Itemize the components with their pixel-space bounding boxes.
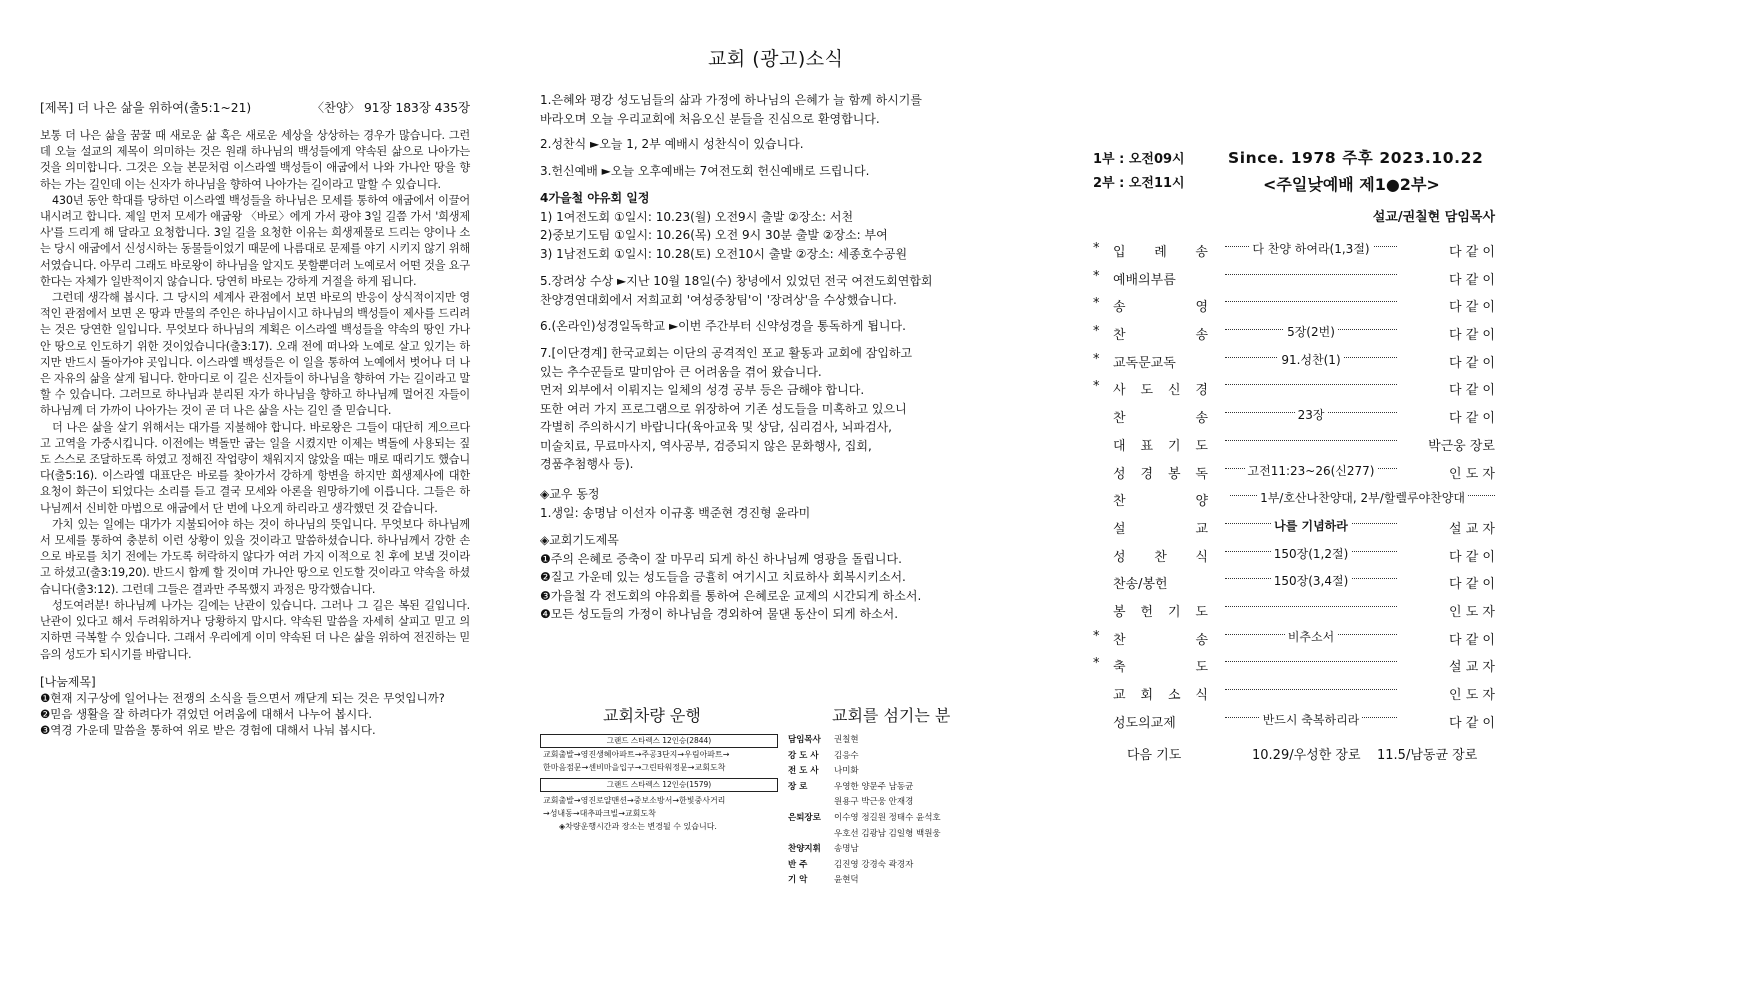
order-detail [1225, 545, 1397, 562]
news-item-5 [540, 272, 1010, 309]
order-star: * [1093, 656, 1100, 672]
sermon-title: [제목] 더 나은 삶을 위하여(출5:1~21) [40, 101, 252, 115]
member-news-title: ◈교우 동정 [540, 487, 600, 501]
car-title: 교회차량 운행 [603, 706, 701, 725]
route-line: 교회출발→영진생혜아파트→주공3단지→우림아파트→ [543, 750, 730, 759]
order-row [1085, 625, 1495, 653]
order-detail [1225, 711, 1397, 728]
staff-title: 교회를 섬기는 분 [832, 706, 951, 725]
next-prayer-1: 10.29/우성한 장로 [1252, 748, 1361, 763]
sermon-body [40, 128, 470, 738]
order-row [1085, 431, 1495, 459]
order-leader: 다 같 이 [1449, 245, 1495, 260]
order-name: 찬송/봉헌 [1113, 577, 1168, 593]
staff-row: 은퇴장로 이수영 정길원 정태수 윤석호 [788, 812, 941, 823]
car2-route [543, 794, 725, 833]
order-leader: 다 같 이 [1449, 300, 1495, 316]
sermon-paragraph: 성도여러분! 하나님께 나가는 길에는 난관이 있습니다. 그러나 그 길은 복된 길입니다. 난관이 있다고 해서 두려워하거나 당황하지 맙시다. 약속된 말씀을 자세히 살피고 믿고 의지하면 극복할 수 있습니다. 그래서 우리에게 이미 약속된 더 나은 삶을 위하여 전진하는 믿음의 성도가 되시기를 바랍니다. [40, 598, 470, 661]
member-news [540, 485, 1010, 522]
news-item-6 [540, 317, 1010, 336]
order-detail [1225, 517, 1397, 534]
staff-row: 강 도 사 김응수 [788, 750, 859, 761]
news-line: 찬양경연대회에서 저희교회 '여성중창팀'이 '장려상'을 수상했습니다. [540, 292, 897, 307]
order-dots [1225, 440, 1397, 441]
order-detail-text: 150장(3,4절) [1271, 574, 1352, 588]
staff-row: 전 도 사 나미화 [788, 766, 859, 777]
news-line: 6.(온라인)성경일독학교 ►이번 주간부터 신약성경을 통독하게 됩니다. [540, 319, 906, 333]
order-dots [1225, 274, 1397, 275]
order-leader: 인 도 자 [1449, 466, 1495, 482]
order-detail-text: 나를 기념하라 [1271, 519, 1351, 533]
order-detail-text: 5장(2번) [1284, 325, 1338, 339]
car-note: ◈차량운행시간과 장소는 변경될 수 있습니다. [559, 822, 717, 831]
order-name: 찬 송 [1113, 632, 1208, 648]
order-row [1085, 708, 1495, 736]
order-list [1085, 237, 1495, 735]
order-row [1085, 597, 1495, 625]
car1-route [543, 748, 729, 774]
order-row [1085, 403, 1495, 431]
order-detail-text: 다 찬양 하여라(1,3절) [1249, 242, 1372, 256]
order-detail [1225, 628, 1397, 645]
route-line: 교회출발→영진로얄맨션→중보소방서→한빛중사거리 [543, 796, 726, 805]
order-name: 축 도 [1113, 660, 1208, 676]
news-item-7 [540, 344, 1010, 474]
prayer-title: ◈교회기도제목 [540, 533, 619, 547]
prayer-list [540, 531, 1010, 624]
news-line: 먼저 외부에서 이뤄지는 일체의 성경 공부 등은 금해야 합니다. [540, 383, 865, 397]
service-time-1: 1부 : 오전09시 [1093, 152, 1185, 167]
news-line: 3.헌신예배 ►오늘 오후예배는 7여전도회 헌신예배로 드립니다. [540, 164, 870, 178]
order-name: 교 회 소 식 [1113, 688, 1208, 703]
order-name: 예배의부름 [1113, 272, 1176, 288]
order-detail-text: 반드시 축복하리라 [1260, 713, 1363, 727]
news-line: 1) 1여전도회 ①일시: 10.23(월) 오전9시 출발 ②장소: 서천 [540, 209, 854, 224]
preacher: 설교/권칠현 담임목사 [1372, 210, 1495, 225]
order-row [1085, 459, 1495, 487]
order-row [1085, 348, 1495, 376]
news-line: 각별히 주의하시기 바랍니다(육아교육 및 상담, 심리검사, 뇌파검사, [540, 420, 892, 434]
news-line: 바라오며 오늘 우리교회에 처음오신 분들을 진심으로 환영합니다. [540, 111, 880, 126]
next-prayer-label: 다음 기도 [1127, 748, 1182, 763]
order-name: 대 표 기 도 [1113, 438, 1208, 454]
order-detail [1225, 240, 1397, 257]
order-star: * [1093, 296, 1100, 312]
order-leader: 다 같 이 [1449, 632, 1495, 648]
order-leader: 박근웅 장로 [1428, 438, 1495, 454]
order-leader: 다 같 이 [1449, 272, 1495, 288]
order-row [1085, 265, 1495, 293]
order-name: 찬 송 [1113, 328, 1208, 344]
order-leader: 인 도 자 [1449, 688, 1495, 703]
order-name: 사 도 신 경 [1113, 383, 1208, 399]
sharing-item: ❶현재 지구상에 일어나는 전쟁의 소식을 들으면서 깨닫게 되는 것은 무엇입니까? [40, 690, 445, 705]
order-dots [1225, 301, 1397, 302]
news-item-4 [540, 189, 1010, 263]
staff-row: 우호선 김광남 김일형 백원웅 [834, 828, 941, 839]
prayer-item: ❹모든 성도들의 가정이 하나님을 경외하여 물댄 동산이 되게 하소서. [540, 607, 899, 621]
order-detail-text: 150장(1,2절) [1271, 547, 1352, 561]
sermon-hymns: 〈찬양〉 91장 183장 435장 [311, 101, 470, 115]
service-time-2: 2부 : 오전11시 [1093, 176, 1185, 191]
order-row [1085, 320, 1495, 348]
bulletin-date: Since. 1978 주후 2023.10.22 [1228, 149, 1484, 167]
news-line: 5.장려상 수상 ►지난 10월 18일(수) 창녕에서 있었던 전국 여전도회연합회 [540, 274, 933, 288]
order-detail-text: 23장 [1295, 408, 1328, 422]
order-detail [1225, 323, 1397, 340]
news-line: 3) 1남전도회 ①일시: 10.28(토) 오전10시 출발 ②장소: 세종호수공원 [540, 246, 908, 261]
order-star: * [1093, 268, 1100, 284]
order-name: 설 교 [1113, 521, 1208, 537]
page-title: 교회 (광고)소식 [708, 48, 844, 70]
service-times [1093, 148, 1185, 196]
news-line: 또한 여러 가지 프로그램으로 위장하여 기존 성도들을 미혹하고 있으니 [540, 401, 907, 416]
order-star: * [1093, 241, 1100, 256]
route-line: →성내동→대추파크빌→교회도착 [543, 809, 656, 818]
staff-list [788, 733, 941, 889]
route-line: 한마음점문→센비마을입구→그린타워정문→교회도착 [543, 763, 726, 772]
order-detail-text: 91.성찬(1) [1278, 353, 1343, 367]
sermon-paragraph: 더 나은 삶을 살기 위해서는 대가를 지불해야 합니다. 바로왕은 그들이 대단히 게으르다고 고역을 가중시킵니다. 이전에는 벽돌만 굽는 일을 시켰지만 이제는 벽돌에 사용되는 짚도 스스로 조달하도록 하였고 정해진 작업량이 채워지지 않았을 때는 매로 때리기도 했습니다(출5:16). 이스라엘 대표단은 바로를 찾아가서 강하게 항변을 하지만 희생제사에 대한 요청이 화근이 되었다는 소리를 듣고 결국 모세와 아론을 원망하기에 이릅니다. 그들은 하나님께서 신비한 마법으로 애굽에서 단 번에 나오게 하리라고 생각했던 것 같습니다. [40, 420, 470, 515]
worship-title: <주일낮예배 제1●2부> [1263, 175, 1440, 194]
order-name: 성도의교제 [1113, 715, 1176, 731]
news-line: 7.[이단경계] 한국교회는 이단의 공격적인 포교 활동과 교회에 잠입하고 [540, 346, 913, 360]
prayer-item: ❶주의 은혜로 증축이 잘 마무리 되게 하신 하나님께 영광을 돌립니다. [540, 551, 902, 566]
order-star: * [1093, 379, 1100, 395]
sharing-item: ❸역경 가운데 말씀을 통하여 위로 받은 경험에 대해서 나눠 봅시다. [40, 722, 376, 737]
order-row [1085, 569, 1495, 597]
order-detail [1225, 462, 1397, 479]
order-name: 봉 헌 기 도 [1113, 604, 1208, 620]
order-detail [1225, 406, 1397, 423]
order-dots [1225, 661, 1397, 662]
order-leader: 다 같 이 [1449, 411, 1495, 427]
order-leader: 다 같 이 [1449, 715, 1495, 731]
news-item-2 [540, 135, 1010, 154]
order-name: 송 영 [1113, 300, 1208, 316]
sermon-header [40, 98, 470, 116]
sharing-title: [나눔제목] [40, 674, 96, 689]
staff-row: 원용구 박근웅 안재경 [834, 797, 914, 808]
order-name: 교독문교독 [1113, 355, 1176, 371]
staff-row: 반 주 김진영 강경숙 곽경자 [788, 859, 914, 870]
prayer-item: ❸가을철 각 전도회의 야유회를 통하여 은혜로운 교제의 시간되게 하소서. [540, 588, 922, 603]
news-line: 2)중보기도팀 ①일시: 10.26(목) 오전 9시 30분 출발 ②장소: 부여 [540, 228, 888, 242]
order-dots [1225, 606, 1397, 607]
staff-row: 장 로 우영한 양문주 남동균 [788, 781, 914, 792]
order-name: 성 경 봉 독 [1113, 466, 1208, 482]
order-dots [1225, 384, 1397, 385]
order-detail [1225, 572, 1397, 589]
order-star: * [1093, 351, 1100, 367]
order-leader: 다 같 이 [1449, 383, 1495, 399]
news-line: 미술치료, 무료마사지, 역사공부, 검증되지 않은 문화행사, 집회, [540, 438, 872, 453]
order-row [1085, 486, 1495, 514]
news-item-1 [540, 91, 1010, 128]
news-item-3 [540, 162, 1010, 181]
order-detail-text: 비추소서 [1285, 630, 1337, 644]
news-line: 1.은혜와 평강 성도님들의 삶과 가정에 하나님의 은혜가 늘 함께 하시기를 [540, 93, 922, 107]
sermon-paragraph: 430년 동안 학대를 당하던 이스라엘 백성들을 하나님은 모세를 통하여 애굽에서 이끌어 내시려고 합니다. 제일 먼저 모세가 애굽왕 〈바로〉에게 가서 광야 3일 길쯤 가서 '희생제사'를 드리게 해 달라고 요청합니다. 3일 길을 요청한 이유는 희생제물로 드리는 양이나 소는 당시 애굽에서 신성시하는 동물들이었기 때문에 나름대로 문제를 야기 시키지 않기 위해서였습니다. 아무리 그래도 바로왕이 하나님을 알지도 못할뿐더러 노예로서 어떤 것을 요구한다는 자체가 일반적이지 않습니다. 당연히 바로는 강하게 거절을 하게 됩니다. [40, 193, 470, 288]
order-row [1085, 514, 1495, 542]
order-row [1085, 375, 1495, 403]
order-leader: 다 같 이 [1449, 328, 1495, 344]
news-line: 경품추첨행사 등). [540, 457, 634, 471]
order-leader: 다 같 이 [1449, 549, 1495, 565]
order-star: * [1093, 628, 1100, 644]
sermon-paragraph: 그런데 생각해 봅시다. 그 당시의 세계사 관점에서 보면 바로의 반응이 상식적이지만 영적인 관점에서 보면 온 땅과 만물의 주인은 하나님이시고 하나님의 백성들이 제사를 드리려는 것은 당연한 일입니다. 무엇보다 하나님의 계획은 이스라엘 백성들을 약속의 땅인 가나안 땅으로 인도하기 위한 것이었습니다(출3:17). 오래 전에 떠나와 노예로 살고 있기는 하지만 반드시 돌아가야 곳입니다. 이스라엘 백성들은 이 일을 통하여 노예에서 벗어나 더 나은 자유의 삶을 살게 됩니다. 한마디로 이 길은 신자들이 하나님을 향하여 가는 길이라고 말할 수 있습니다. 그러므로 하나님과 분리된 자가 하나님을 향하고 하나님께 멀어진 자들이 하나님께 더 가까이 나아가는 것이 곧 더 나은 삶을 사는 길인 줄 믿습니다. [40, 291, 470, 418]
order-detail [1225, 351, 1397, 368]
sharing-item: ❷믿음 생활을 잘 하려다가 겪었던 어려움에 대해서 나누어 봅시다. [40, 706, 373, 721]
order-leader: 인 도 자 [1449, 604, 1495, 620]
order-name: 찬 송 [1113, 411, 1208, 427]
car1-label: 그랜드 스타렉스 12인승(2844) [540, 734, 778, 748]
order-detail-text: 고전11:23~26(신277) [1245, 464, 1378, 478]
news-line: 2.성찬식 ►오늘 1, 2부 예배시 성찬식이 있습니다. [540, 137, 804, 151]
car2-label: 그랜드 스타렉스 12인승(1579) [540, 778, 778, 792]
order-name: 찬 양 [1113, 494, 1208, 510]
order-name: 성 찬 식 [1113, 549, 1208, 565]
member-news-line: 1.생일: 송명남 이선자 이규홍 백준현 경진형 윤라미 [540, 505, 811, 520]
order-star: * [1093, 324, 1100, 340]
order-leader: 다 같 이 [1449, 355, 1495, 371]
order-leader: 다 같 이 [1449, 577, 1495, 593]
staff-row: 기 악 윤현덕 [788, 875, 859, 886]
order-name: 입 례 송 [1113, 245, 1208, 260]
prayer-item: ❷질고 가운데 있는 성도들을 긍휼히 여기시고 치료하사 회복시키소서. [540, 570, 906, 584]
order-row [1085, 292, 1495, 320]
order-row [1085, 542, 1495, 570]
order-detail-text: 1부/호산나찬양대, 2부/할렐루야찬양대 [1257, 491, 1468, 505]
order-row [1085, 237, 1495, 265]
order-dots [1225, 689, 1397, 690]
order-leader: 설 교 자 [1449, 521, 1495, 537]
sermon-paragraph: 보통 더 나은 삶을 꿈꿀 때 새로운 삶 혹은 새로운 세상을 상상하는 경우가 많습니다. 그런데 오늘 설교의 제목이 의미하는 것은 원래 하나님의 백성들에게 약속된 삶으로 나아가는 것을 의미합니다. 그것은 오늘 본문처럼 이스라엘 백성들이 애굽에서 나와 가나안 땅을 향하는 가는 길인데 이는 신자가 하나님을 향하여 나아가는 길이라고 말할 수 있습니다. [40, 129, 470, 191]
sermon-paragraph: 가치 있는 일에는 대가가 지불되어야 하는 것이 하나님의 뜻입니다. 무엇보다 하나님께서 모세를 통하여 충분히 이런 상황이 있을 것이라고 말씀하셨습니다. 하나님께서 강한 손으로 바로를 치기 전에는 가도록 허락하지 않다가 여러 가지 이적으로 친 후에 보낼 것이라고 하셨고(출3:19,20). 반드시 함께 할 것이며 가나안 땅으로 인도할 것이라고 약속을 하셨습니다(출3:12). 그런데 그들은 결과만 주목했지 과정은 망각했습니다. [40, 517, 470, 596]
next-prayer-2: 11.5/남동균 장로 [1377, 748, 1478, 763]
order-row [1085, 680, 1495, 708]
staff-row: 찬양지휘 송명남 [788, 844, 859, 855]
order-detail [1230, 489, 1495, 506]
news-subtitle: 4가을철 야유회 일정 [540, 191, 650, 205]
order-leader: 설 교 자 [1449, 660, 1495, 676]
staff-row: 담임목사 권칠현 [788, 735, 859, 745]
order-row [1085, 652, 1495, 680]
news-line: 있는 추수꾼들로 말미암아 큰 어려움을 겪어 왔습니다. [540, 364, 822, 379]
